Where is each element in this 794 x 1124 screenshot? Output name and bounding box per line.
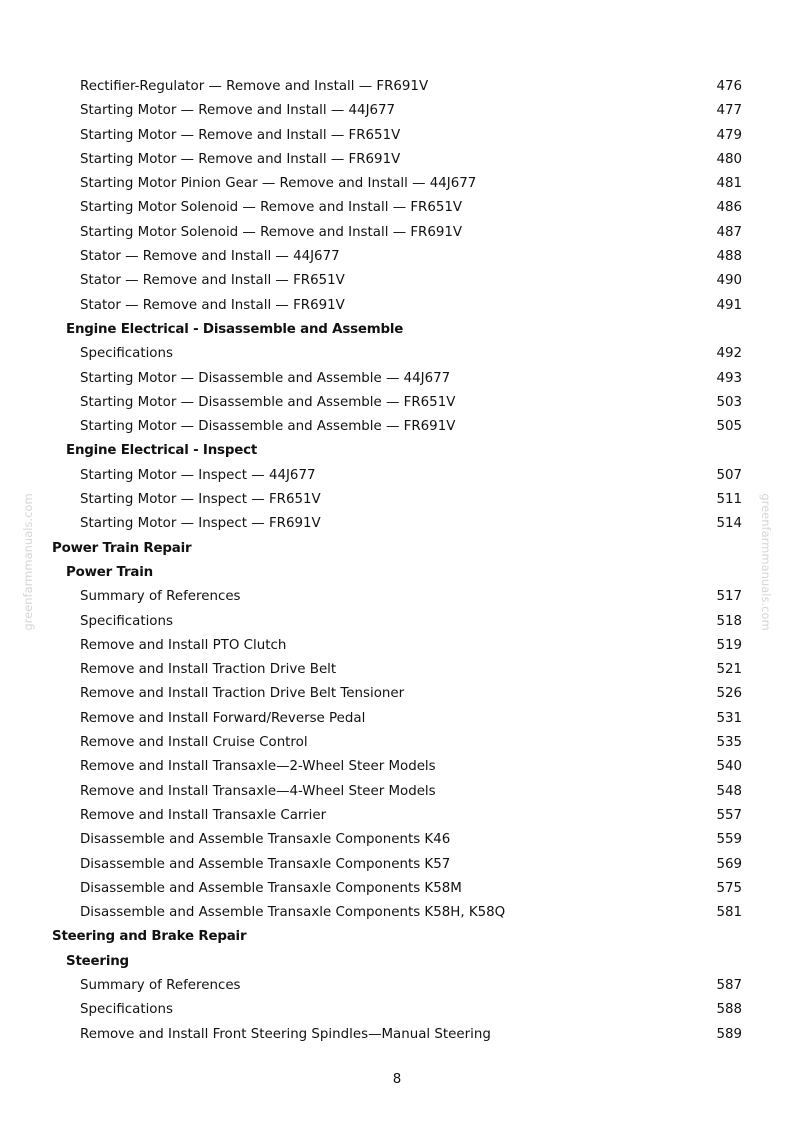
watermark-right: greenfarmmanuals.com (759, 493, 773, 631)
toc-entry-title: Disassemble and Assemble Transaxle Components K46 (80, 832, 451, 848)
toc-entry-title: Starting Motor — Disassemble and Assemble — FR651V (80, 394, 456, 410)
toc-entry-title: Summary of References (80, 977, 241, 993)
toc-entry-page-number: 517 (716, 589, 742, 605)
toc-entry-page-number: 535 (716, 735, 742, 751)
toc-entry[interactable] (0, 148, 794, 172)
toc-entry[interactable] (0, 998, 794, 1022)
toc-entry-title: Remove and Install Front Steering Spindles—Manual Steering (80, 1026, 491, 1042)
toc-entry-title: Starting Motor — Remove and Install — FR691V (80, 151, 401, 167)
toc-entry-title: Remove and Install PTO Clutch (80, 637, 287, 653)
toc-entry[interactable] (0, 610, 794, 634)
toc-entry-title: Starting Motor — Remove and Install — FR651V (80, 127, 401, 143)
toc-entry[interactable] (0, 755, 794, 779)
toc-entry[interactable] (0, 367, 794, 391)
toc-entry[interactable] (0, 245, 794, 269)
toc-entry[interactable] (0, 853, 794, 877)
toc-entry[interactable] (0, 1023, 794, 1047)
toc-entry[interactable] (0, 415, 794, 439)
toc-entry-page-number: 486 (716, 200, 742, 216)
toc-entry[interactable] (0, 124, 794, 148)
toc-entry-title: Specifications (80, 1002, 173, 1018)
toc-entry-title: Power Train (66, 564, 153, 580)
toc-entry-page-number: 503 (716, 394, 742, 410)
toc-chapter-heading (0, 925, 794, 949)
toc-entry-page-number: 487 (716, 224, 742, 240)
toc-entry-title: Specifications (80, 613, 173, 629)
toc-section-heading (0, 439, 794, 463)
toc-entry-title: Power Train Repair (52, 540, 192, 556)
toc-entry[interactable] (0, 780, 794, 804)
toc-entry-title: Starting Motor Solenoid — Remove and Install — FR691V (80, 224, 463, 240)
toc-entry-page-number: 559 (716, 832, 742, 848)
toc-entry[interactable] (0, 464, 794, 488)
toc-section-heading (0, 561, 794, 585)
toc-entry-page-number: 507 (716, 467, 742, 483)
toc-entry-title: Starting Motor — Inspect — FR651V (80, 492, 321, 508)
toc-entry[interactable] (0, 221, 794, 245)
table-of-contents (0, 75, 794, 1047)
toc-entry[interactable] (0, 682, 794, 706)
toc-entry[interactable] (0, 342, 794, 366)
toc-entry-page-number: 587 (716, 977, 742, 993)
toc-entry-title: Stator — Remove and Install — FR691V (80, 297, 345, 313)
toc-entry-title: Remove and Install Forward/Reverse Pedal (80, 710, 366, 726)
toc-entry-title: Remove and Install Traction Drive Belt Tensioner (80, 686, 405, 702)
toc-entry[interactable] (0, 512, 794, 536)
toc-entry-page-number: 477 (716, 103, 742, 119)
toc-entry-title: Specifications (80, 346, 173, 362)
toc-entry[interactable] (0, 707, 794, 731)
toc-entry-page-number: 531 (716, 710, 742, 726)
toc-entry-title: Rectifier-Regulator — Remove and Install — FR691V (80, 79, 429, 94)
toc-entry[interactable] (0, 877, 794, 901)
toc-entry-title: Disassemble and Assemble Transaxle Components K57 (80, 856, 451, 872)
toc-entry-page-number: 526 (716, 686, 742, 702)
toc-entry[interactable] (0, 99, 794, 123)
toc-entry-page-number: 479 (716, 127, 742, 143)
toc-entry[interactable] (0, 269, 794, 293)
toc-entry[interactable] (0, 828, 794, 852)
toc-entry-title: Remove and Install Traction Drive Belt (80, 662, 337, 678)
toc-entry-title: Starting Motor — Inspect — 44J677 (80, 467, 316, 483)
toc-entry-title: Engine Electrical - Disassemble and Assemble (66, 321, 404, 337)
toc-entry-page-number: 514 (716, 516, 742, 532)
toc-entry-title: Stator — Remove and Install — 44J677 (80, 249, 340, 265)
toc-entry-title: Remove and Install Transaxle—2-Wheel Steer Models (80, 759, 436, 775)
toc-entry-page-number: 588 (716, 1002, 742, 1018)
toc-entry-title: Remove and Install Transaxle Carrier (80, 807, 327, 823)
toc-entry-title: Steering (66, 953, 129, 969)
toc-section-heading (0, 950, 794, 974)
toc-entry-page-number: 518 (716, 613, 742, 629)
toc-entry-page-number: 521 (716, 662, 742, 678)
toc-entry-title: Engine Electrical - Inspect (66, 443, 258, 459)
toc-entry-page-number: 557 (716, 807, 742, 823)
page-number: 8 (392, 1072, 402, 1087)
toc-entry-title: Disassemble and Assemble Transaxle Components K58M (80, 880, 462, 896)
toc-entry-title: Starting Motor — Disassemble and Assemble — 44J677 (80, 370, 451, 386)
toc-entry-page-number: 511 (716, 492, 742, 508)
toc-entry-title: Starting Motor Solenoid — Remove and Install — FR651V (80, 200, 463, 216)
toc-entry-page-number: 488 (716, 249, 742, 265)
toc-entry-page-number: 481 (716, 176, 742, 192)
toc-entry-page-number: 581 (716, 905, 742, 921)
toc-entry-page-number: 575 (716, 880, 742, 896)
toc-entry[interactable] (0, 731, 794, 755)
toc-entry-title: Remove and Install Cruise Control (80, 735, 308, 751)
toc-entry-page-number: 480 (716, 151, 742, 167)
toc-entry-page-number: 476 (716, 79, 742, 94)
toc-entry[interactable] (0, 804, 794, 828)
toc-entry-title: Steering and Brake Repair (52, 929, 247, 945)
toc-entry-title: Summary of References (80, 589, 241, 605)
toc-entry-title: Starting Motor — Disassemble and Assemble — FR691V (80, 419, 456, 435)
toc-entry-page-number: 540 (716, 759, 742, 775)
toc-entry[interactable] (0, 901, 794, 925)
toc-entry[interactable] (0, 974, 794, 998)
toc-entry-page-number: 492 (716, 346, 742, 362)
toc-entry-page-number: 490 (716, 273, 742, 289)
toc-entry-title: Starting Motor — Inspect — FR691V (80, 516, 321, 532)
toc-entry-page-number: 493 (716, 370, 742, 386)
toc-entry-page-number: 519 (716, 637, 742, 653)
toc-entry[interactable] (0, 172, 794, 196)
toc-entry-page-number: 505 (716, 419, 742, 435)
toc-entry[interactable] (0, 75, 794, 99)
toc-entry-title: Starting Motor Pinion Gear — Remove and Install — 44J677 (80, 176, 477, 192)
toc-entry-title: Disassemble and Assemble Transaxle Components K58H, K58Q (80, 905, 506, 921)
toc-entry-page-number: 548 (716, 783, 742, 799)
toc-entry-title: Remove and Install Transaxle—4-Wheel Steer Models (80, 783, 436, 799)
toc-entry[interactable] (0, 196, 794, 220)
watermark-left: greenfarmmanuals.com (21, 493, 35, 631)
toc-entry-title: Stator — Remove and Install — FR651V (80, 273, 345, 289)
toc-entry[interactable] (0, 488, 794, 512)
toc-entry[interactable] (0, 658, 794, 682)
toc-entry-title: Starting Motor — Remove and Install — 44J677 (80, 103, 396, 119)
toc-section-heading (0, 318, 794, 342)
toc-entry-page-number: 589 (716, 1026, 742, 1042)
toc-entry[interactable] (0, 294, 794, 318)
toc-chapter-heading (0, 537, 794, 561)
toc-entry[interactable] (0, 391, 794, 415)
toc-entry-page-number: 491 (716, 297, 742, 313)
toc-entry[interactable] (0, 585, 794, 609)
toc-entry-page-number: 569 (716, 856, 742, 872)
toc-entry[interactable] (0, 634, 794, 658)
